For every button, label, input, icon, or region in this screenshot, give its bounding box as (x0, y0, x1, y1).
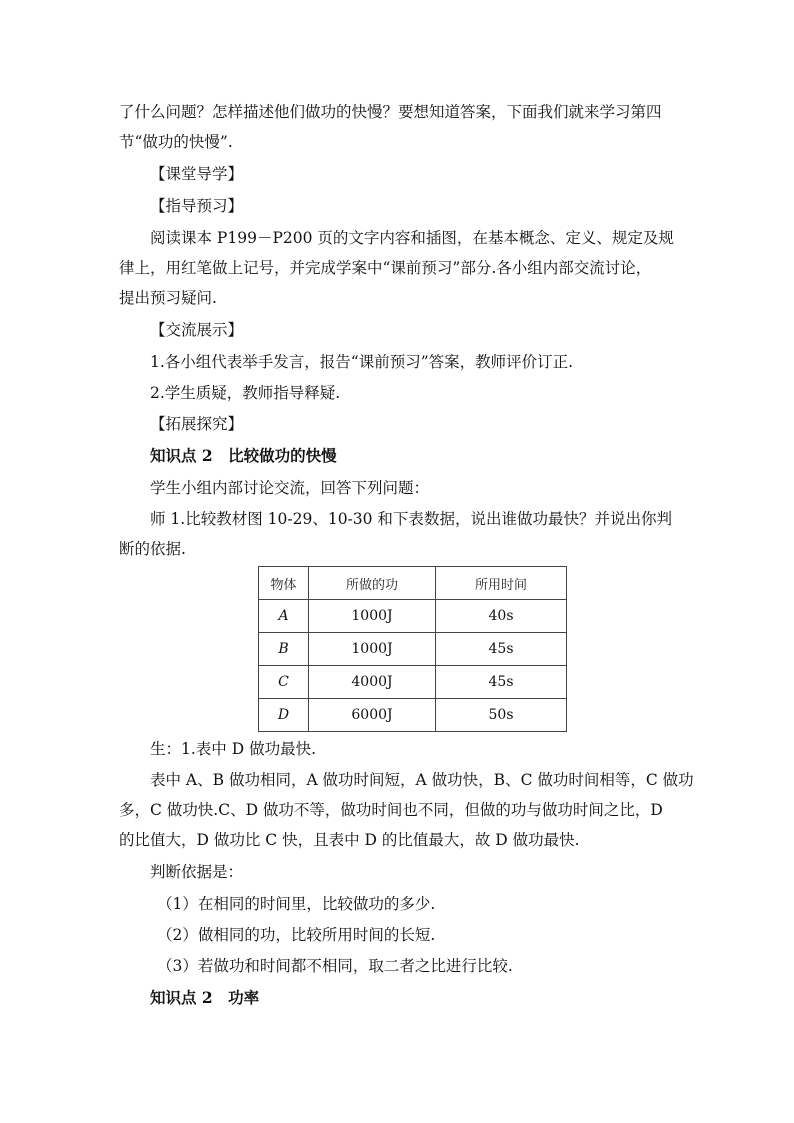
work-time-table (258, 566, 567, 732)
paragraph-line: 断的依据. (119, 540, 186, 558)
section-heading: 【指导预习】 (150, 197, 244, 215)
list-item: 2.学生质疑，教师指导释疑. (150, 384, 341, 402)
paragraph-line: 判断依据是： (150, 863, 244, 881)
paragraph-line: 律上，用红笔做上记号，并完成学案中“课前预习”部分.各小组内部交流讨论， (119, 259, 652, 277)
knowledge-point-heading: 知识点 2 比较做功的快慢 (150, 446, 337, 465)
work-cell: 6000J (309, 699, 436, 732)
paragraph-line: 学生小组内部讨论交流，回答下列问题： (150, 479, 430, 497)
table-row (259, 633, 567, 666)
paragraph-line: 的比值大，D 做功比 C 快，且表中 D 的比值最大，故 D 做功最快. (119, 831, 580, 849)
paragraph-line: 提出预习疑问. (119, 289, 217, 307)
section-heading: 【课堂导学】 (150, 165, 244, 183)
paragraph-line: 多，C 做功快.C、D 做功不等，做功时间也不同，但做的功与做功时间之比，D (119, 801, 663, 819)
table-row (259, 600, 567, 633)
list-item: （1）在相同的时间里，比较做功的多少. (157, 895, 436, 913)
object-cell: D (259, 699, 309, 732)
section-heading: 【交流展示】 (150, 321, 244, 339)
time-cell: 45s (436, 633, 567, 666)
work-cell: 1000J (309, 633, 436, 666)
object-cell: B (259, 633, 309, 666)
work-cell: 1000J (309, 600, 436, 633)
work-cell: 4000J (309, 666, 436, 699)
time-cell: 50s (436, 699, 567, 732)
table-header-cell: 所用时间 (436, 567, 567, 600)
table-row (259, 666, 567, 699)
table-header-cell: 物体 (259, 567, 309, 600)
paragraph-line: 节“做功的快慢”. (119, 133, 233, 151)
table-header-row (259, 567, 567, 600)
object-cell: C (259, 666, 309, 699)
paragraph-line: 阅读课本 P199－P200 页的文字内容和插图，在基本概念、定义、规定及规 (150, 229, 674, 247)
list-item: （2）做相同的功，比较所用时间的长短. (157, 926, 436, 944)
paragraph-line: 了什么问题？怎样描述他们做功的快慢？要想知道答案，下面我们就来学习第四 (119, 103, 662, 121)
knowledge-point-heading: 知识点 2 功率 (150, 988, 260, 1007)
list-item: （3）若做功和时间都不相同，取二者之比进行比较. (157, 957, 513, 975)
time-cell: 40s (436, 600, 567, 633)
paragraph-line: 表中 A、B 做功相同，A 做功时间短，A 做功快，B、C 做功时间相等，C 做功 (150, 771, 694, 789)
list-item: 1.各小组代表举手发言，报告“课前预习”答案，教师评价订正. (150, 353, 574, 371)
table-row (259, 699, 567, 732)
section-heading: 【拓展探究】 (150, 415, 244, 433)
paragraph-line: 师 1.比较教材图 10-29、10-30 和下表数据，说出谁做功最快？并说出你判 (150, 510, 672, 528)
table-header-cell: 所做的功 (309, 567, 436, 600)
time-cell: 45s (436, 666, 567, 699)
object-cell: A (259, 600, 309, 633)
paragraph-line: 生：1.表中 D 做功最快. (150, 740, 316, 758)
